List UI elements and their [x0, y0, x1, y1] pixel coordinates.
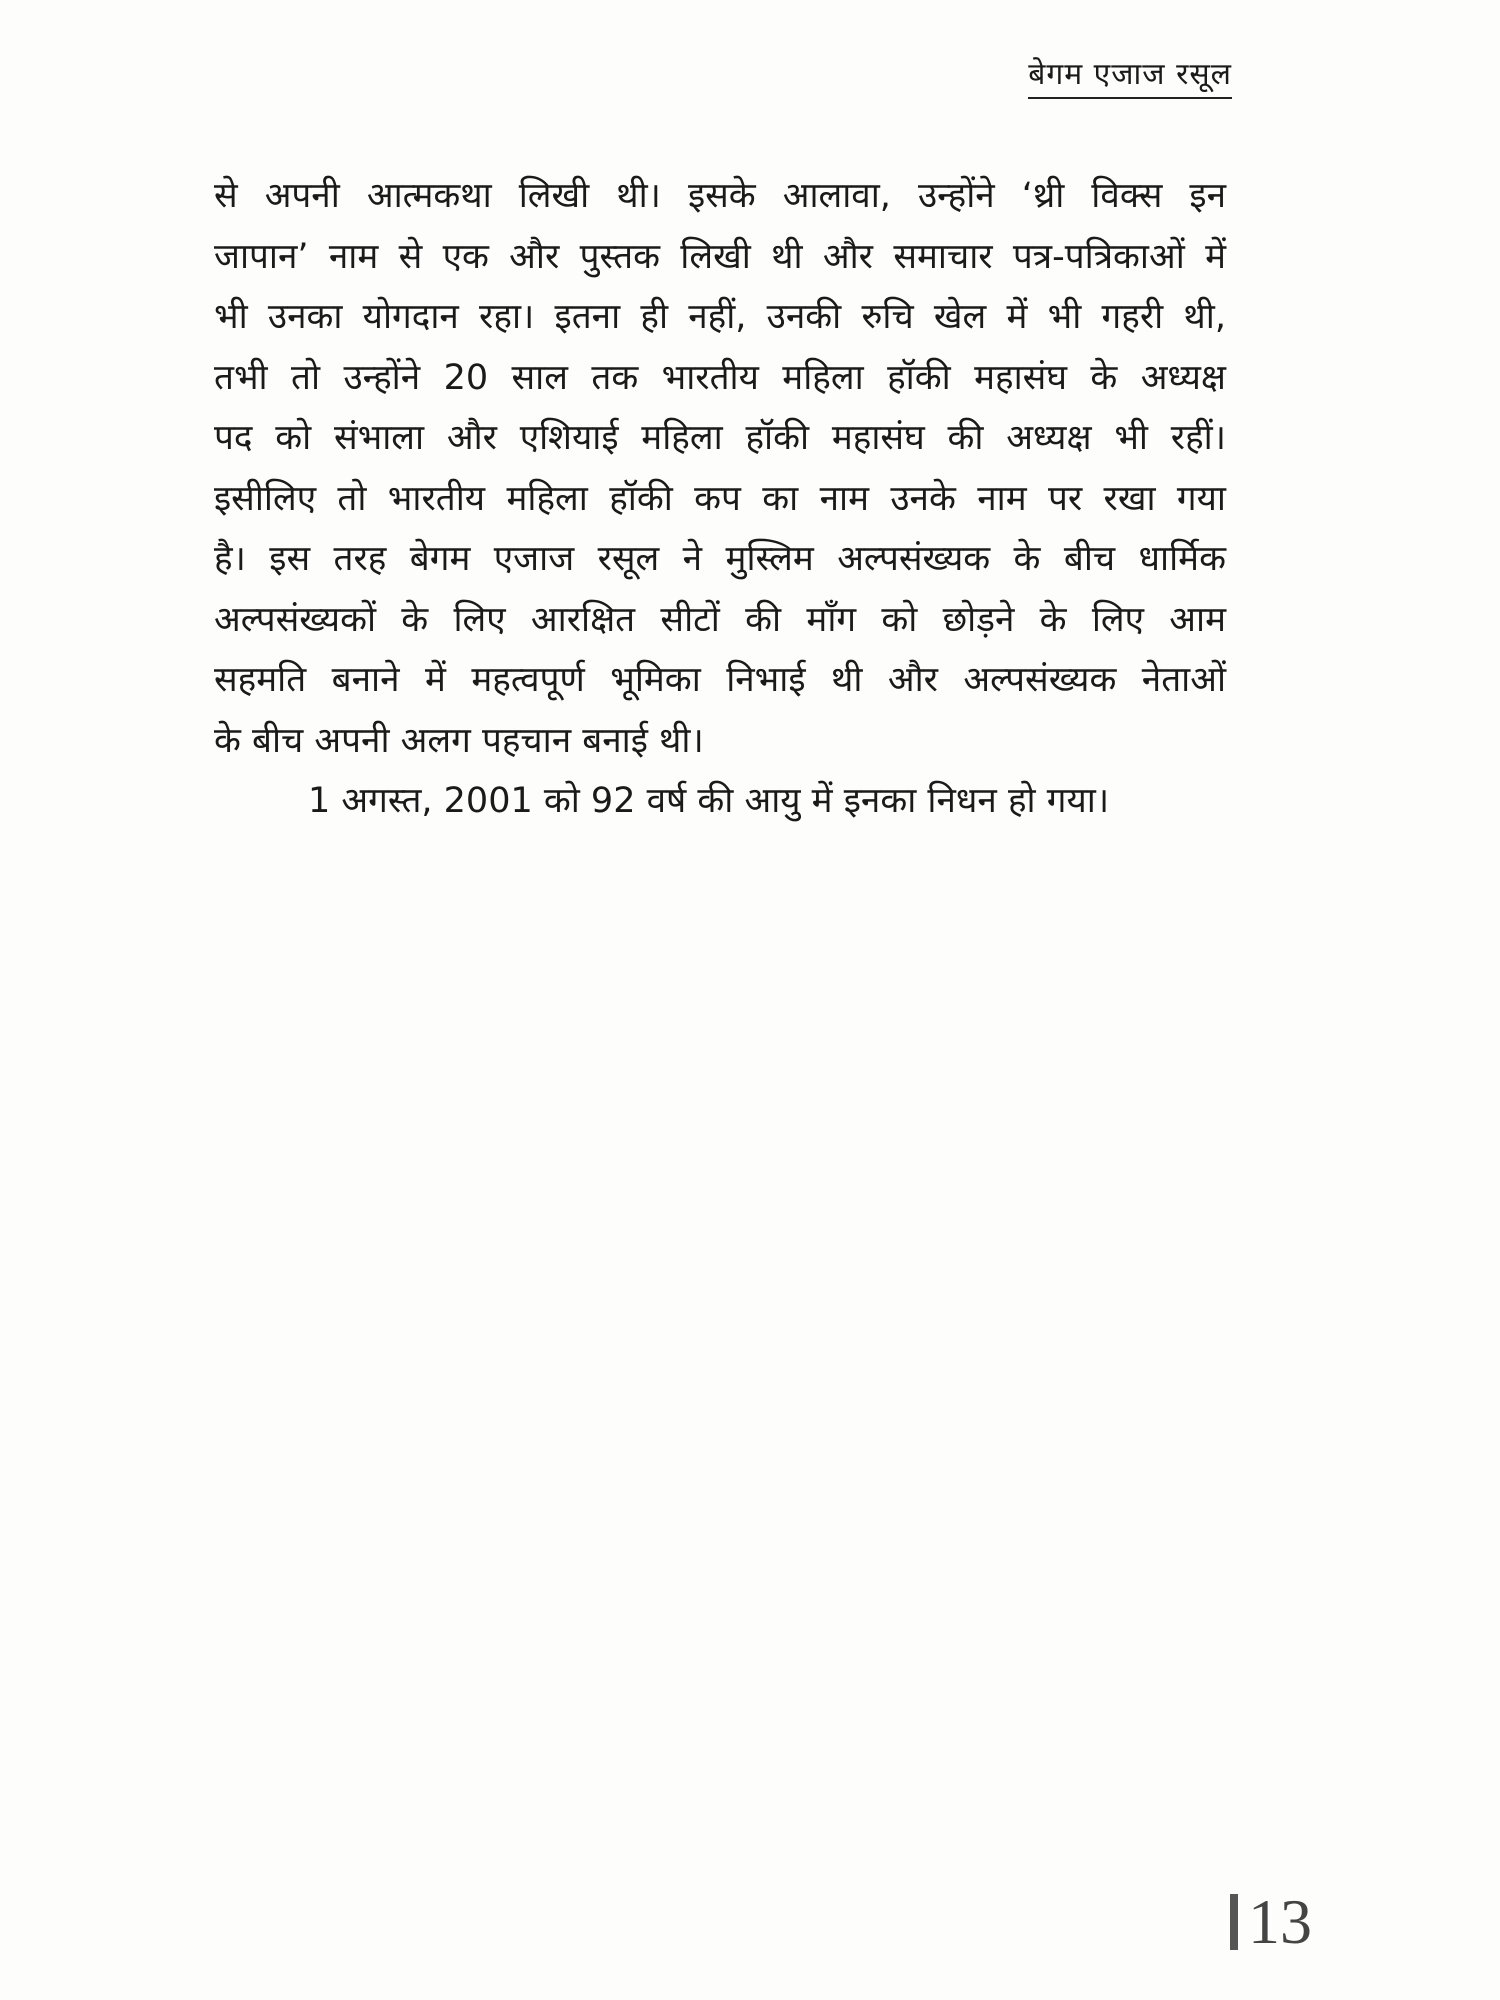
- text-line: से अपनी आत्मकथा लिखी थी। इसके आलावा, उन्होंने ‘थ्री विक्स इन: [214, 176, 1226, 216]
- text-line: सहमति बनाने में महत्वपूर्ण भूमिका निभाई थी और अल्पसंख्यक नेताओं: [214, 660, 1226, 700]
- body-text: [214, 166, 1226, 832]
- text-line: पद को संभाला और एशियाई महिला हॉकी महासंघ की अध्यक्ष भी रहीं।: [214, 418, 1226, 458]
- page-number: [1230, 1886, 1312, 1957]
- text-line: के बीच अपनी अलग पहचान बनाई थी।: [214, 720, 704, 761]
- text-line: जापान’ नाम से एक और पुस्तक लिखी थी और समाचार पत्र-पत्रिकाओं में: [214, 236, 1226, 277]
- final-paragraph: 1 अगस्त, 2001 को 92 वर्ष की आयु में इनका निधन हो गया।: [308, 781, 1110, 821]
- text-line: अल्पसंख्यकों के लिए आरक्षित सीटों की माँग को छोड़ने के लिए आम: [214, 599, 1226, 640]
- text-line: है। इस तरह बेगम एजाज रसूल ने मुस्लिम अल्पसंख्यक के बीच धार्मिक: [214, 539, 1226, 579]
- text-line: भी उनका योगदान रहा। इतना ही नहीं, उनकी रुचि खेल में भी गहरी थी,: [214, 297, 1226, 337]
- page-number-bar: [1230, 1894, 1238, 1950]
- running-header: बेगम एजाज रसूल: [1028, 52, 1232, 99]
- page-number-text: 13: [1248, 1886, 1312, 1957]
- text-line: तभी तो उन्होंने 20 साल तक भारतीय महिला हॉकी महासंघ के अध्यक्ष: [214, 357, 1226, 398]
- text-line: इसीलिए तो भारतीय महिला हॉकी कप का नाम उनके नाम पर रखा गया: [214, 478, 1226, 519]
